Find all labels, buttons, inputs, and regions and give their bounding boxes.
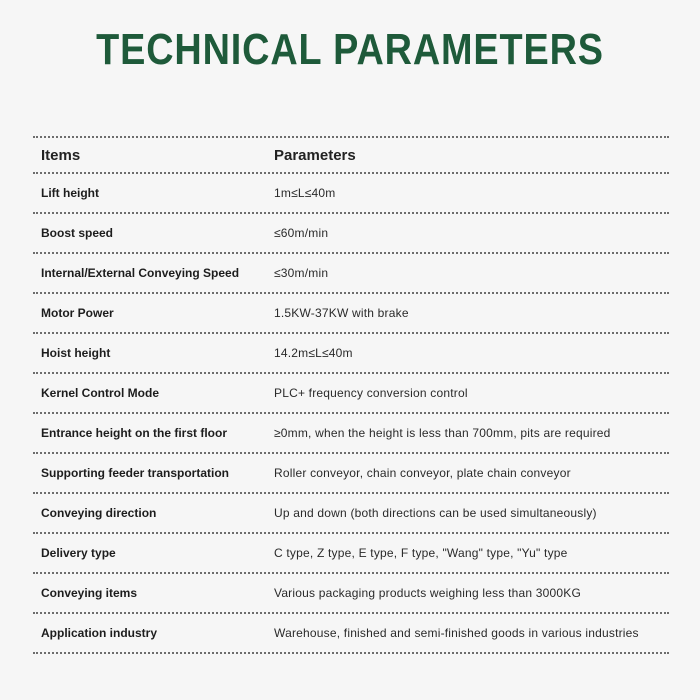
row-parameter-value: PLC+ frequency conversion control xyxy=(274,386,468,400)
row-parameter-value: Various packaging products weighing less than 3000KG xyxy=(274,586,582,600)
row-item-label: Supporting feeder transportation xyxy=(41,466,230,480)
row-parameter-value: 14.2m≤L≤40m xyxy=(274,346,353,360)
row-parameter-value: 1m≤L≤40m xyxy=(274,186,336,200)
table-header-row xyxy=(33,136,669,174)
row-parameter-value: Warehouse, finished and semi-finished goods in various industries xyxy=(274,626,639,640)
parameters-table xyxy=(33,136,669,654)
table-row xyxy=(33,374,669,414)
table-row xyxy=(33,574,669,614)
table-row xyxy=(33,414,669,454)
row-parameter-value: Up and down (both directions can be used simultaneously) xyxy=(274,506,597,520)
table-row xyxy=(33,174,669,214)
row-parameter-value: 1.5KW-37KW with brake xyxy=(274,306,409,320)
table-row xyxy=(33,294,669,334)
row-item-label: Lift height xyxy=(41,186,99,200)
row-item-label: Application industry xyxy=(41,626,158,640)
table-row xyxy=(33,534,669,574)
header-items: Items xyxy=(41,146,81,164)
row-item-label: Entrance height on the first floor xyxy=(41,426,228,440)
row-parameter-value: ≤60m/min xyxy=(274,226,329,240)
row-parameter-value: ≥0mm, when the height is less than 700mm, pits are required xyxy=(274,426,611,440)
table-row xyxy=(33,254,669,294)
row-parameter-value: Roller conveyor, chain conveyor, plate chain conveyor xyxy=(274,466,571,480)
page-title: TECHNICAL PARAMETERS xyxy=(96,25,604,74)
table-row xyxy=(33,614,669,654)
row-item-label: Conveying items xyxy=(41,586,138,600)
row-item-label: Conveying direction xyxy=(41,506,157,520)
row-item-label: Hoist height xyxy=(41,346,111,360)
row-parameter-value: ≤30m/min xyxy=(274,266,329,280)
row-item-label: Motor Power xyxy=(41,306,114,320)
row-parameter-value: C type, Z type, E type, F type, "Wang" type, "Yu" type xyxy=(274,546,568,560)
table-row xyxy=(33,494,669,534)
row-item-label: Delivery type xyxy=(41,546,116,560)
table-row xyxy=(33,454,669,494)
table-row xyxy=(33,214,669,254)
row-item-label: Boost speed xyxy=(41,226,114,240)
table-row xyxy=(33,334,669,374)
row-item-label: Internal/External Conveying Speed xyxy=(41,266,240,280)
header-parameters: Parameters xyxy=(274,146,356,164)
row-item-label: Kernel Control Mode xyxy=(41,386,160,400)
